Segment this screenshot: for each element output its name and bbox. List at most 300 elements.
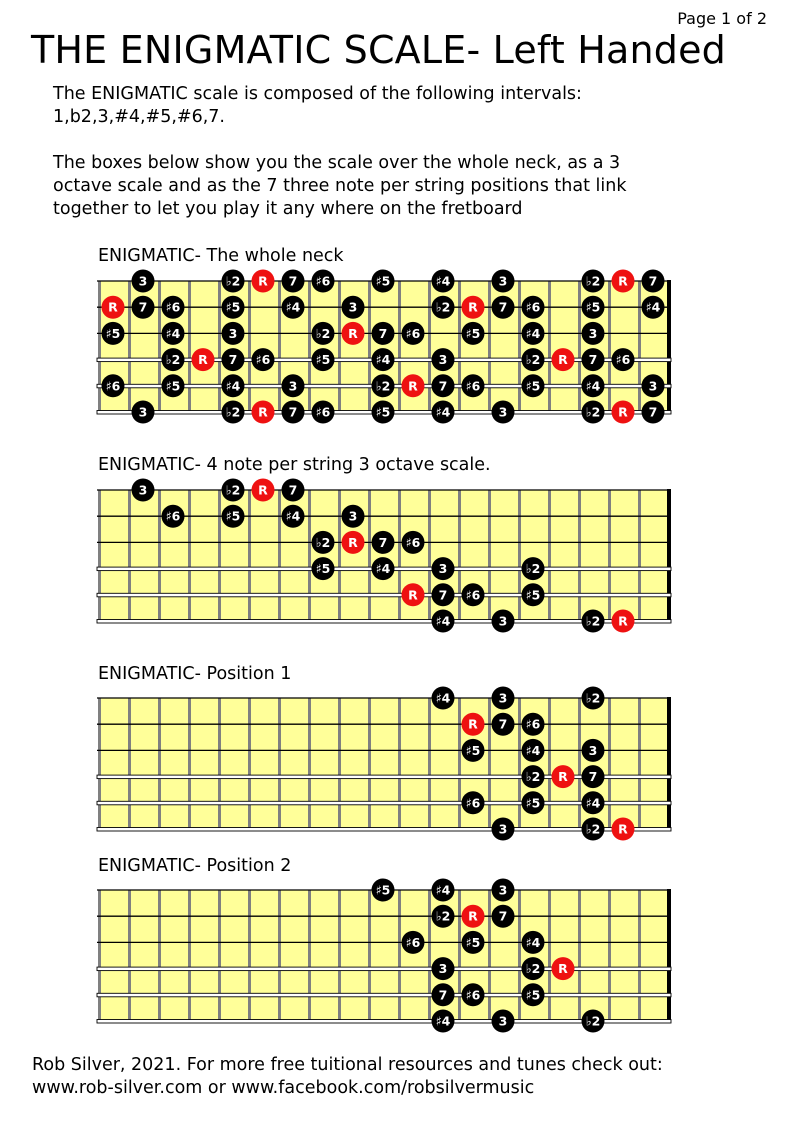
scale-note (222, 296, 245, 319)
scale-note (432, 296, 455, 319)
fretboard-background (98, 490, 668, 621)
scale-note (402, 531, 425, 554)
note-label: ♯4 (375, 352, 391, 368)
fret-wire (338, 490, 341, 621)
note-label: ♯5 (465, 934, 481, 950)
fret-wire (98, 281, 101, 412)
fret-wire (428, 281, 431, 412)
root-note (462, 296, 485, 319)
nut (667, 697, 671, 831)
note-label: R (618, 273, 628, 289)
scale-note (492, 687, 515, 710)
note-label: 3 (138, 273, 148, 289)
scale-note (282, 401, 305, 424)
note-label: 7 (378, 534, 388, 550)
fret-wire (488, 890, 491, 1021)
fret-wire (548, 890, 551, 1021)
note-label: R (468, 716, 478, 732)
note-label: ♯4 (525, 934, 541, 950)
footer-line-2: www.rob-silver.com or www.facebook.com/robsilvermusic (32, 1078, 535, 1098)
note-label: ♯6 (105, 378, 121, 394)
fret-wire (428, 490, 431, 621)
note-label: R (348, 534, 358, 550)
note-label: 7 (498, 716, 508, 732)
note-label: 3 (498, 882, 508, 898)
note-label: ♯4 (645, 299, 661, 315)
note-label: ♯4 (165, 325, 181, 341)
scale-note (162, 374, 185, 397)
note-label: ♯6 (315, 404, 331, 420)
fret-wire (218, 890, 221, 1021)
note-label: R (558, 961, 568, 977)
note-label: ♯4 (285, 299, 301, 315)
note-label: 3 (138, 482, 148, 498)
scale-note (162, 348, 185, 371)
scale-note (522, 713, 545, 736)
scale-note (222, 322, 245, 345)
note-label: 7 (288, 482, 298, 498)
fret-wire (308, 281, 311, 412)
root-note (462, 905, 485, 928)
fret-wire (98, 698, 101, 829)
fret-wire (458, 698, 461, 829)
footer-line-1: Rob Silver, 2021. For more free tuitional resources and tunes check out: (32, 1055, 663, 1075)
note-label: 7 (438, 378, 448, 394)
fret-wire (578, 890, 581, 1021)
root-note (102, 296, 125, 319)
note-label: 3 (288, 378, 298, 394)
scale-note (522, 791, 545, 814)
intro-line-3: The boxes below show you the scale over the whole neck, as a 3 (53, 153, 621, 173)
scale-note (522, 557, 545, 580)
scale-note (162, 505, 185, 528)
scale-note (282, 505, 305, 528)
fret-wire (518, 890, 521, 1021)
scale-note (492, 713, 515, 736)
scale-note (522, 739, 545, 762)
scale-note (102, 374, 125, 397)
scale-note (312, 348, 335, 371)
scale-note (342, 296, 365, 319)
scale-note (522, 296, 545, 319)
scale-note (102, 322, 125, 345)
note-label: R (468, 299, 478, 315)
fret-wire (458, 281, 461, 412)
note-label: ♯6 (465, 795, 481, 811)
note-label: ♯4 (585, 795, 601, 811)
scale-note (522, 931, 545, 954)
note-label: ♯4 (435, 882, 451, 898)
scale-note (432, 374, 455, 397)
note-label: 7 (138, 299, 148, 315)
scale-note (582, 610, 605, 633)
note-label: R (618, 404, 628, 420)
board-label-position-1: ENIGMATIC- Position 1 (98, 664, 292, 684)
fretboard-position-1 (0, 678, 793, 848)
fret-wire (158, 890, 161, 1021)
fret-wire (98, 890, 101, 1021)
root-note (612, 818, 635, 841)
scale-note (462, 983, 485, 1006)
root-note (402, 374, 425, 397)
scale-note (252, 348, 275, 371)
root-note (552, 765, 575, 788)
note-label: R (618, 613, 628, 629)
scale-note (402, 931, 425, 954)
fretboard-background (98, 890, 668, 1021)
fret-wire (308, 890, 311, 1021)
scale-note (222, 270, 245, 293)
scale-note (582, 270, 605, 293)
fret-wire (518, 698, 521, 829)
scale-note (222, 401, 245, 424)
note-label: ♯5 (315, 352, 331, 368)
fret-wire (188, 890, 191, 1021)
note-label: ♭2 (585, 404, 601, 420)
note-label: R (198, 352, 208, 368)
root-note (342, 322, 365, 345)
scale-note (492, 270, 515, 293)
page-title: THE ENIGMATIC SCALE- Left Handed (31, 28, 726, 72)
scale-note (132, 401, 155, 424)
root-note (252, 479, 275, 502)
fret-wire (608, 281, 611, 412)
intro-line-2: 1,b2,3,#4,#5,#6,7. (53, 107, 225, 127)
note-label: R (258, 273, 268, 289)
fret-wire (278, 490, 281, 621)
scale-note (372, 270, 395, 293)
note-label: 3 (498, 404, 508, 420)
note-label: 3 (498, 613, 508, 629)
note-label: ♭2 (435, 908, 451, 924)
scale-note (522, 348, 545, 371)
note-label: R (408, 378, 418, 394)
intro-line-1: The ENIGMATIC scale is composed of the following intervals: (53, 84, 582, 104)
fret-wire (128, 281, 131, 412)
fret-wire (278, 281, 281, 412)
fret-wire (278, 698, 281, 829)
string-5 (97, 993, 671, 997)
note-label: 7 (498, 299, 508, 315)
scale-note (432, 557, 455, 580)
fret-wire (338, 281, 341, 412)
scale-note (582, 818, 605, 841)
intro-line-5: together to let you play it any where on the fretboard (53, 199, 523, 219)
fret-wire (308, 490, 311, 621)
scale-note (642, 374, 665, 397)
fret-wire (188, 490, 191, 621)
note-label: ♯5 (525, 987, 541, 1003)
note-label: 3 (498, 1013, 508, 1029)
note-label: ♯4 (525, 325, 541, 341)
note-label: 3 (498, 273, 508, 289)
scale-note (222, 348, 245, 371)
fret-wire (398, 698, 401, 829)
fret-wire (548, 281, 551, 412)
note-label: ♭2 (585, 821, 601, 837)
note-label: ♯5 (525, 587, 541, 603)
fretboard-position-2 (0, 870, 793, 1040)
note-label: 7 (228, 352, 238, 368)
note-label: 3 (348, 508, 358, 524)
note-label: R (258, 482, 268, 498)
note-label: R (618, 821, 628, 837)
scale-note (432, 583, 455, 606)
intro-line-4: octave scale and as the 7 three note per string positions that link (53, 176, 627, 196)
root-note (552, 957, 575, 980)
nut (667, 889, 671, 1023)
fretboard-background (98, 698, 668, 829)
footer (32, 1054, 663, 1100)
note-label: R (468, 908, 478, 924)
scale-note (582, 322, 605, 345)
note-label: ♯6 (165, 508, 181, 524)
scale-note (162, 296, 185, 319)
note-label: ♭2 (435, 299, 451, 315)
note-label: R (558, 352, 568, 368)
scale-note (312, 270, 335, 293)
note-label: ♯4 (375, 561, 391, 577)
fret-wire (338, 890, 341, 1021)
note-label: 3 (588, 742, 598, 758)
fret-wire (188, 698, 191, 829)
fretboard-whole-neck (0, 261, 793, 431)
scale-note (582, 687, 605, 710)
scale-note (372, 401, 395, 424)
fret-wire (218, 698, 221, 829)
scale-note (492, 879, 515, 902)
scale-note (282, 479, 305, 502)
note-label: ♭2 (525, 961, 541, 977)
note-label: ♯6 (405, 934, 421, 950)
note-label: 7 (648, 273, 658, 289)
note-label: R (408, 587, 418, 603)
note-label: ♭2 (165, 352, 181, 368)
note-label: ♯5 (225, 299, 241, 315)
note-label: 7 (588, 769, 598, 785)
fretboard-3-octave (0, 470, 793, 640)
root-note (612, 610, 635, 633)
note-label: ♯5 (525, 795, 541, 811)
note-label: ♯6 (255, 352, 271, 368)
note-label: ♯6 (465, 987, 481, 1003)
fret-wire (128, 490, 131, 621)
note-label: ♯4 (435, 1013, 451, 1029)
scale-note (372, 348, 395, 371)
scale-note (372, 557, 395, 580)
scale-note (132, 296, 155, 319)
scale-note (582, 765, 605, 788)
fret-wire (248, 698, 251, 829)
nut (667, 489, 671, 623)
scale-note (282, 270, 305, 293)
note-label: ♯6 (525, 716, 541, 732)
scale-note (372, 322, 395, 345)
scale-note (582, 1010, 605, 1033)
note-label: 3 (438, 961, 448, 977)
fret-wire (428, 890, 431, 1021)
fret-wire (338, 698, 341, 829)
fret-wire (518, 281, 521, 412)
note-label: R (558, 769, 568, 785)
note-label: ♯4 (525, 742, 541, 758)
note-label: ♯6 (405, 325, 421, 341)
scale-note (132, 270, 155, 293)
scale-note (312, 401, 335, 424)
scale-note (432, 270, 455, 293)
fret-wire (188, 281, 191, 412)
fret-wire (548, 490, 551, 621)
scale-note (432, 348, 455, 371)
fret-wire (368, 890, 371, 1021)
note-label: ♯5 (105, 325, 121, 341)
scale-note (342, 505, 365, 528)
root-note (402, 583, 425, 606)
scale-note (582, 348, 605, 371)
note-label: ♯6 (315, 273, 331, 289)
fret-wire (578, 698, 581, 829)
scale-note (462, 931, 485, 954)
page-number: Page 1 of 2 (677, 9, 767, 28)
scale-note (432, 879, 455, 902)
fret-wire (248, 490, 251, 621)
fret-wire (638, 281, 641, 412)
note-label: ♭2 (225, 273, 241, 289)
note-label: ♯5 (465, 742, 481, 758)
note-label: ♯5 (465, 325, 481, 341)
note-label: ♭2 (375, 378, 391, 394)
scale-note (582, 296, 605, 319)
scale-note (642, 296, 665, 319)
scale-note (582, 739, 605, 762)
fret-wire (368, 490, 371, 621)
note-label: ♯6 (525, 299, 541, 315)
fret-wire (398, 490, 401, 621)
root-note (342, 531, 365, 554)
fret-wire (488, 698, 491, 829)
scale-note (462, 739, 485, 762)
note-label: 7 (288, 273, 298, 289)
note-label: ♯5 (225, 508, 241, 524)
note-label: ♯6 (465, 378, 481, 394)
scale-note (462, 374, 485, 397)
note-label: ♭2 (225, 404, 241, 420)
fret-wire (308, 698, 311, 829)
fret-wire (488, 490, 491, 621)
fret-wire (218, 281, 221, 412)
note-label: ♯5 (165, 378, 181, 394)
note-label: 3 (498, 821, 508, 837)
fret-wire (518, 490, 521, 621)
fret-wire (398, 890, 401, 1021)
fret-wire (398, 281, 401, 412)
note-label: 3 (348, 299, 358, 315)
note-label: ♯4 (225, 378, 241, 394)
board-label-whole-neck: ENIGMATIC- The whole neck (98, 246, 344, 266)
fret-wire (98, 490, 101, 621)
note-label: ♯5 (525, 378, 541, 394)
note-label: ♯4 (585, 378, 601, 394)
note-label: ♭2 (585, 613, 601, 629)
scale-note (312, 557, 335, 580)
note-label: R (258, 404, 268, 420)
scale-note (162, 322, 185, 345)
scale-note (582, 374, 605, 397)
note-label: ♯6 (405, 534, 421, 550)
scale-note (432, 401, 455, 424)
scale-note (492, 401, 515, 424)
fret-wire (218, 490, 221, 621)
board-label-3-octave: ENIGMATIC- 4 note per string 3 octave scale. (98, 455, 491, 475)
scale-note (282, 296, 305, 319)
root-note (192, 348, 215, 371)
note-label: 7 (438, 587, 448, 603)
string-5 (97, 593, 671, 597)
scale-note (642, 270, 665, 293)
scale-note (222, 479, 245, 502)
scale-note (642, 401, 665, 424)
fret-wire (608, 490, 611, 621)
note-label: R (348, 325, 358, 341)
scale-note (432, 610, 455, 633)
scale-note (432, 905, 455, 928)
scale-note (282, 374, 305, 397)
note-label: 3 (648, 378, 658, 394)
note-label: ♭2 (315, 325, 331, 341)
scale-note (432, 687, 455, 710)
root-note (462, 713, 485, 736)
fret-wire (278, 890, 281, 1021)
note-label: R (108, 299, 118, 315)
scale-note (462, 322, 485, 345)
note-label: 7 (378, 325, 388, 341)
note-label: ♭2 (525, 352, 541, 368)
fret-wire (638, 698, 641, 829)
fret-wire (128, 698, 131, 829)
fret-wire (428, 698, 431, 829)
root-note (252, 401, 275, 424)
scale-note (492, 610, 515, 633)
scale-note (492, 296, 515, 319)
note-label: 3 (438, 352, 448, 368)
note-label: ♯4 (435, 613, 451, 629)
fret-wire (548, 698, 551, 829)
fret-wire (248, 890, 251, 1021)
scale-note (372, 879, 395, 902)
scale-note (132, 479, 155, 502)
fret-wire (488, 281, 491, 412)
scale-note (492, 1010, 515, 1033)
scale-note (462, 583, 485, 606)
fret-wire (368, 698, 371, 829)
scale-note (522, 322, 545, 345)
note-label: 3 (228, 325, 238, 341)
fret-wire (578, 281, 581, 412)
note-label: 3 (588, 325, 598, 341)
root-note (552, 348, 575, 371)
scale-note (522, 583, 545, 606)
root-note (252, 270, 275, 293)
note-label: ♯4 (435, 404, 451, 420)
root-note (612, 401, 635, 424)
note-label: ♭2 (525, 561, 541, 577)
note-label: 7 (588, 352, 598, 368)
scale-note (222, 374, 245, 397)
scale-note (372, 531, 395, 554)
note-label: 7 (438, 987, 448, 1003)
note-label: ♯4 (435, 690, 451, 706)
note-label: ♯5 (375, 273, 391, 289)
